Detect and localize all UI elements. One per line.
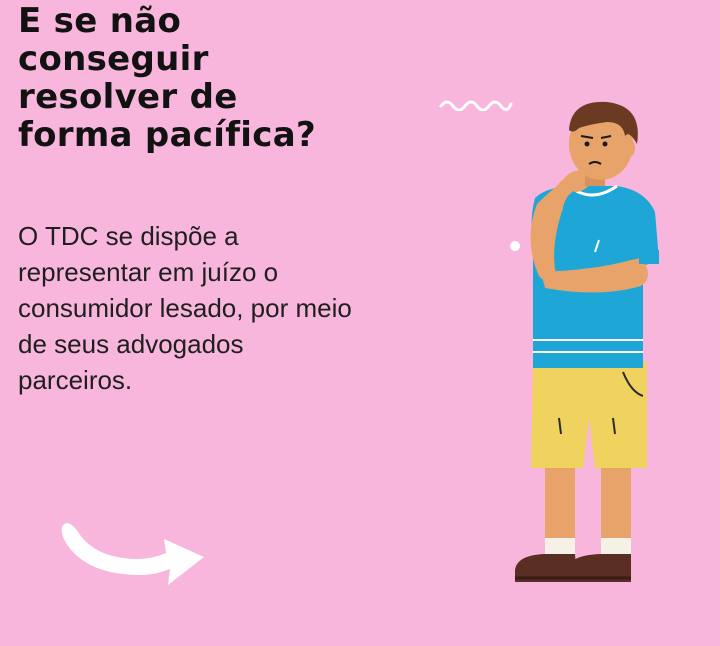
body-line-4: de seus advogados bbox=[18, 329, 244, 359]
legs bbox=[545, 460, 631, 550]
curved-arrow-icon bbox=[58, 515, 208, 595]
body-line-1: O TDC se dispõe a bbox=[18, 221, 239, 251]
title-line-1: E se não bbox=[18, 1, 182, 41]
socks bbox=[545, 538, 631, 556]
title-line-3: resolver de bbox=[18, 77, 238, 117]
body-line-2: representar em juízo o bbox=[18, 257, 279, 287]
body-line-3: consumidor lesado, por meio bbox=[18, 293, 352, 323]
page-title bbox=[18, 2, 438, 154]
body-line-5: parceiros. bbox=[18, 365, 133, 395]
shoes bbox=[515, 554, 631, 582]
title-line-4: forma pacífica? bbox=[18, 115, 316, 155]
title-line-2: conseguir bbox=[18, 39, 209, 79]
dot-decoration bbox=[510, 241, 520, 251]
head bbox=[569, 102, 638, 180]
shorts bbox=[531, 362, 647, 468]
wave-decoration bbox=[438, 95, 514, 111]
thinking-boy-illustration bbox=[505, 100, 665, 590]
body-paragraph bbox=[18, 218, 438, 398]
